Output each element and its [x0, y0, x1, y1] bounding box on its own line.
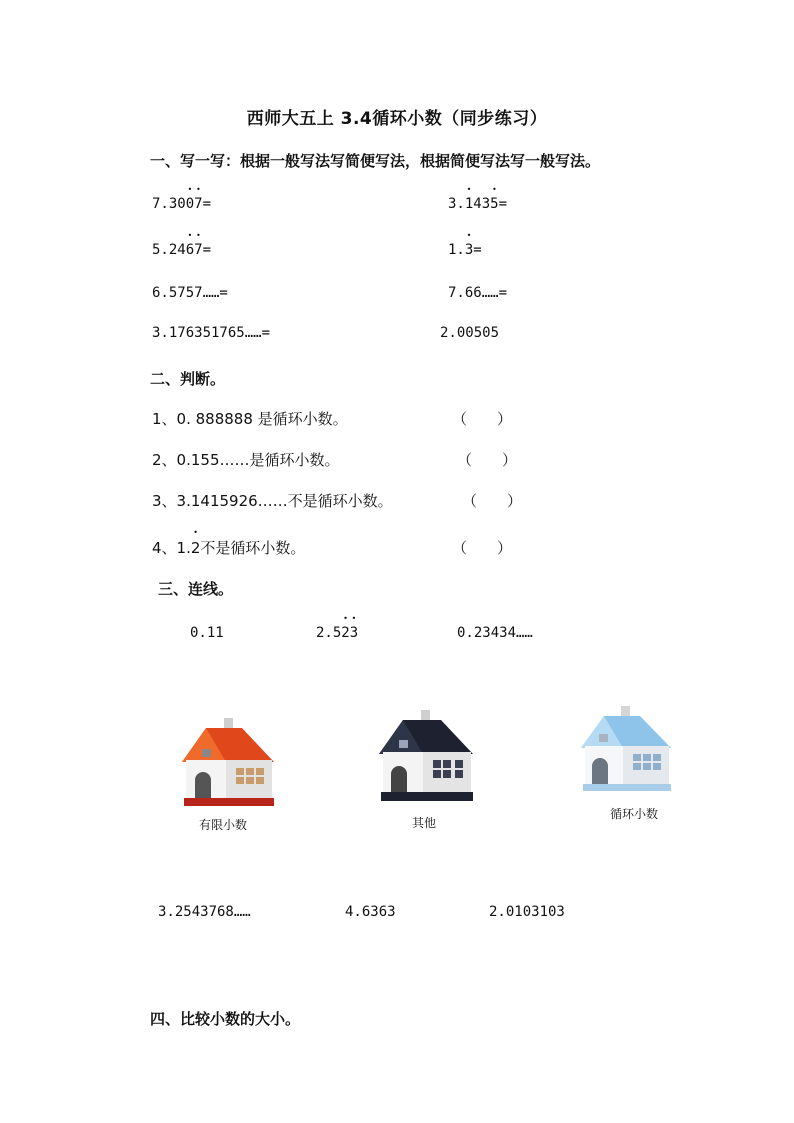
- answer-parens-1[interactable]: （ ）: [452, 410, 513, 428]
- s1-item-2: 3.• 143• 5=: [448, 196, 507, 212]
- answer-parens-4[interactable]: （ ）: [452, 539, 513, 557]
- section3-heading: 三、连线。: [158, 580, 234, 598]
- section1-heading: 一、写一写：根据一般写法写简便写法，根据简便写法写一般写法。: [150, 152, 601, 170]
- s1-item-8: 2.00505: [440, 325, 500, 341]
- s3-bottom-2: 4.6363: [345, 904, 396, 920]
- s2-item-4: 4、1.• 2不是循环小数。: [152, 537, 305, 558]
- repeat-dot: • 3: [465, 242, 473, 258]
- s3-top-3: 0.23434……: [457, 625, 533, 641]
- s3-top-2: 2.5• 2• 3: [316, 625, 358, 641]
- repeat-dot: • 2: [341, 625, 349, 641]
- repeat-dot: • 3: [350, 625, 358, 641]
- s1-item-5: 6.5757……=: [152, 285, 228, 301]
- house-label-repeating: 循环小数: [609, 807, 658, 821]
- s2-item-1: 1、0. 888888 是循环小数。: [152, 410, 348, 428]
- repeat-dot: • 7: [194, 242, 202, 258]
- s1-item-7: 3.176351765……=: [152, 325, 271, 341]
- s3-bottom-1: 3.2543768……: [158, 904, 251, 920]
- house-label-finite: 有限小数: [198, 818, 247, 832]
- section2-heading: 二、判断。: [150, 370, 226, 388]
- s1-item-1: 7.30• 0• 7=: [152, 196, 211, 212]
- answer-parens-3[interactable]: （ ）: [462, 492, 523, 510]
- repeat-dot: • 5: [490, 196, 498, 212]
- house-label-other: 其他: [411, 816, 436, 830]
- s3-bottom-3: 2.0103103: [489, 904, 565, 920]
- house-black-image: [375, 708, 477, 804]
- s2-item-3: 3、3.1415926……不是循环小数。: [152, 492, 393, 510]
- repeat-dot: • 1: [465, 196, 473, 212]
- house-red-image: [178, 714, 278, 808]
- s2-item-2: 2、0.155……是循环小数。: [152, 451, 340, 469]
- page-title: 西师大五上 3.4循环小数（同步练习）: [246, 109, 548, 129]
- repeat-dot: • 2: [191, 539, 201, 557]
- s1-item-4: 1.• 3=: [448, 242, 482, 258]
- s1-item-3: 5.24• 6• 7=: [152, 242, 211, 258]
- repeat-dot: • 6: [186, 242, 194, 258]
- s3-top-1: 0.11: [190, 625, 224, 641]
- repeat-dot: • 0: [186, 196, 194, 212]
- answer-parens-2[interactable]: （ ）: [457, 451, 518, 469]
- section4-heading: 四、比较小数的大小。: [150, 1010, 301, 1028]
- s1-item-6: 7.66……=: [448, 285, 508, 301]
- repeat-dot: • 7: [194, 196, 202, 212]
- house-blue-image: [577, 704, 675, 796]
